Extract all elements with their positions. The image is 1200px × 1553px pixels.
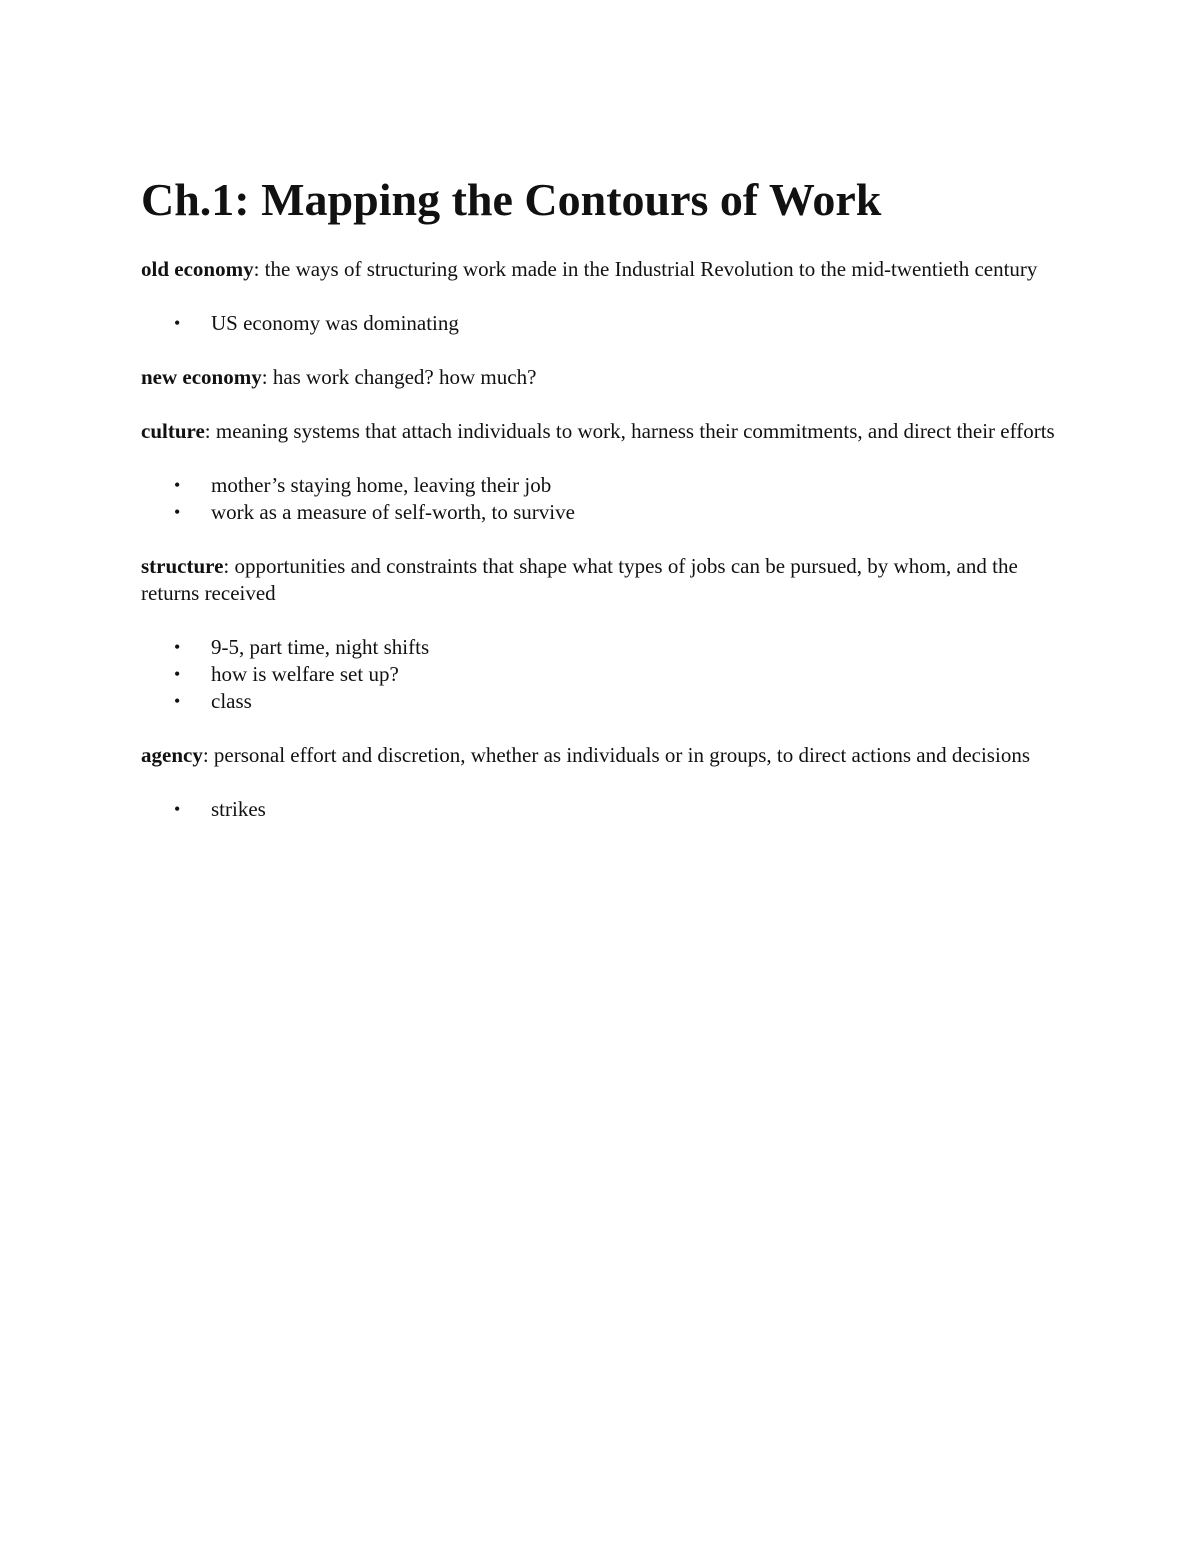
term-label: culture <box>141 419 205 443</box>
definition-text: : personal effort and discretion, whether as individuals or in groups, to direct actions and decisions <box>202 743 1030 767</box>
term-label: old economy <box>141 257 254 281</box>
bullet-icon: • <box>174 313 181 333</box>
list-item-text: class <box>211 689 252 713</box>
definition-agency <box>141 742 1061 769</box>
list-item <box>141 310 1061 337</box>
list-item-text: US economy was dominating <box>211 311 459 335</box>
list-item-text: mother’s staying home, leaving their job <box>211 473 552 497</box>
term-label: agency <box>141 743 203 767</box>
list-item-text: how is welfare set up? <box>211 662 399 686</box>
list-item-text: 9-5, part time, night shifts <box>211 635 430 659</box>
bullet-icon: • <box>174 799 181 819</box>
definition-text: : opportunities and constraints that shape what types of jobs can be pursued, by whom, and the returns received <box>141 554 1018 605</box>
term-label: structure <box>141 554 224 578</box>
list-item <box>141 796 1061 823</box>
definition-old-economy <box>141 256 1061 283</box>
definition-text: : the ways of structuring work made in the Industrial Revolution to the mid-twentieth century <box>253 257 1038 281</box>
document-content <box>141 172 1061 823</box>
definition-text: : has work changed? how much? <box>261 365 537 389</box>
page-title: Ch.1: Mapping the Contours of Work <box>141 174 882 225</box>
definition-structure <box>141 553 1061 607</box>
bullet-icon: • <box>174 502 181 522</box>
list-item <box>141 499 1061 526</box>
definition-culture <box>141 418 1061 445</box>
list-item <box>141 634 1061 661</box>
bullet-icon: • <box>174 691 181 711</box>
bullet-list-agency <box>141 796 1061 823</box>
bullet-list-structure <box>141 634 1061 715</box>
list-item-text: work as a measure of self-worth, to survive <box>211 500 575 524</box>
term-label: new economy <box>141 365 262 389</box>
definition-text: : meaning systems that attach individuals to work, harness their commitments, and direct their efforts <box>204 419 1055 443</box>
bullet-icon: • <box>174 637 181 657</box>
definition-new-economy <box>141 364 1061 391</box>
bullet-list-old-economy <box>141 310 1061 337</box>
list-item <box>141 661 1061 688</box>
bullet-list-culture <box>141 472 1061 526</box>
bullet-icon: • <box>174 475 181 495</box>
bullet-icon: • <box>174 664 181 684</box>
list-item-text: strikes <box>211 797 266 821</box>
list-item <box>141 472 1061 499</box>
list-item <box>141 688 1061 715</box>
